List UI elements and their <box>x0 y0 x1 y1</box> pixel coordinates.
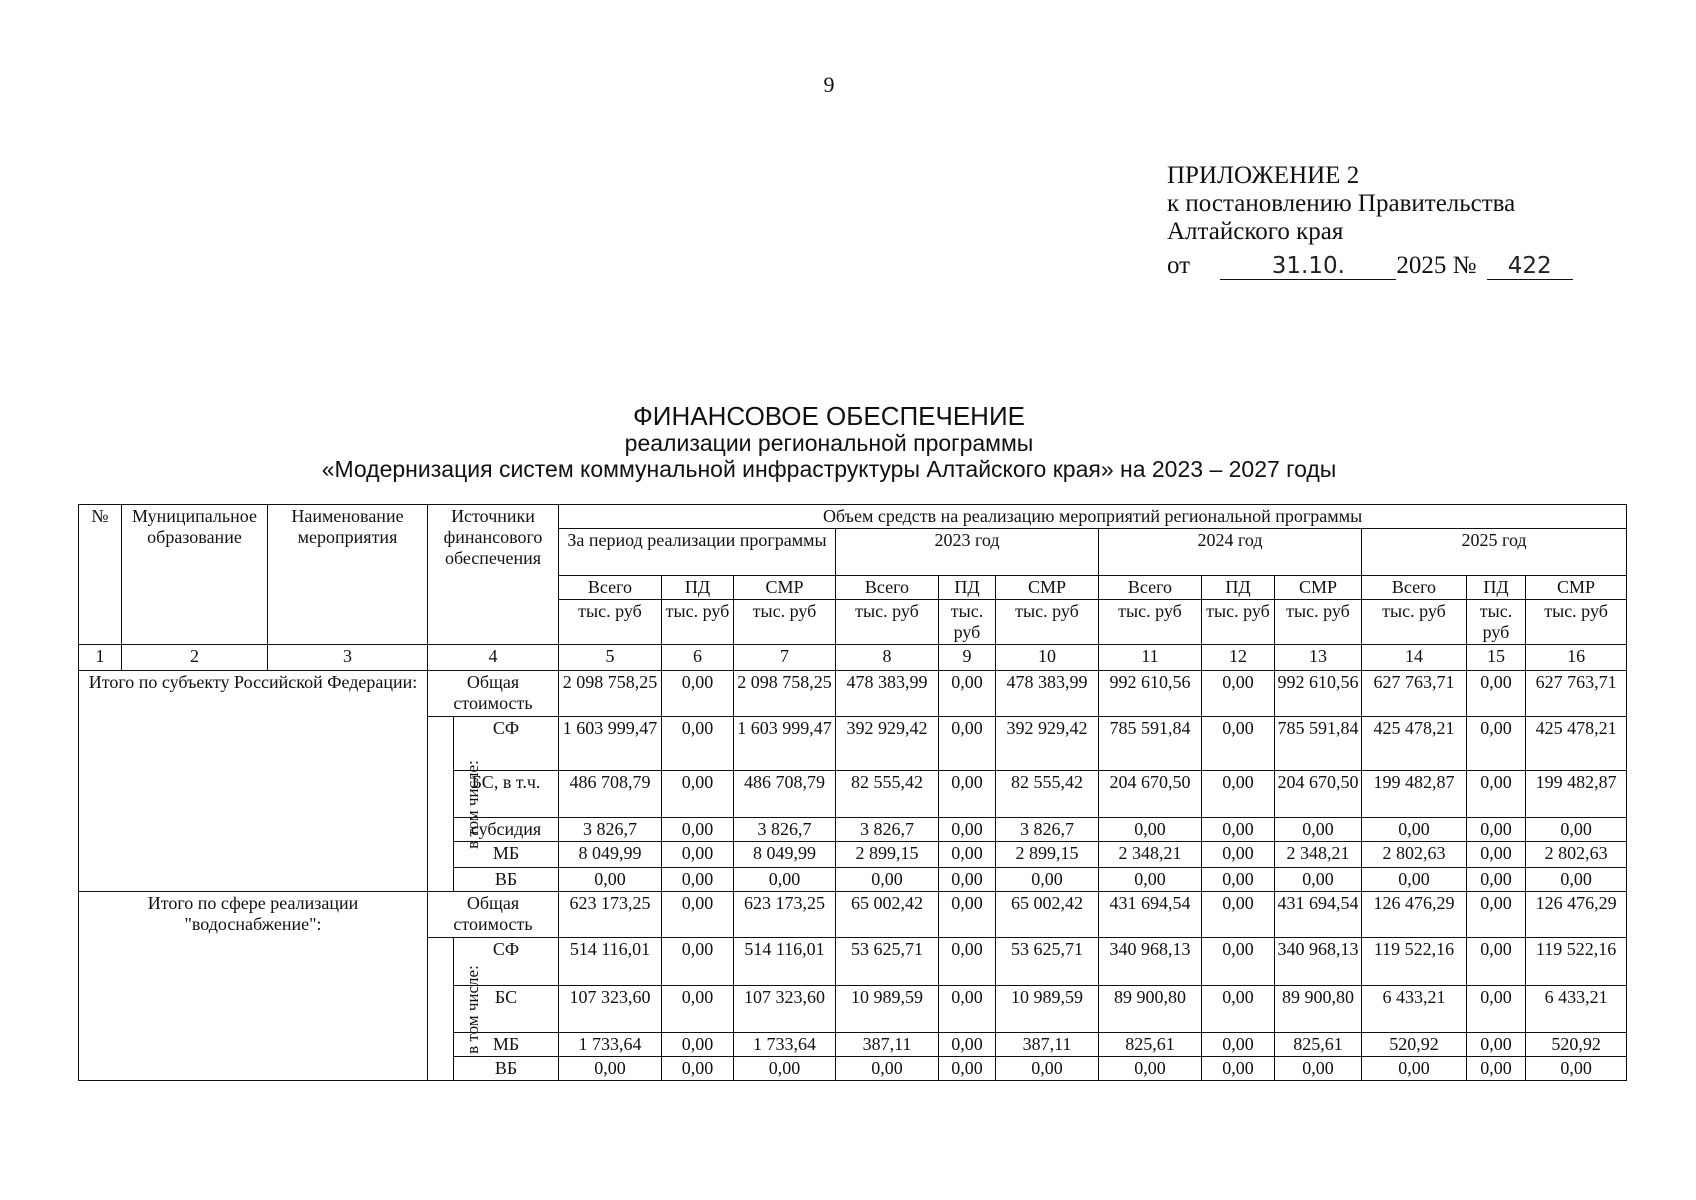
value-cell: 0,00 <box>662 771 734 818</box>
decree-year: 2025 № <box>1396 252 1477 279</box>
value-cell: 0,00 <box>1467 938 1526 986</box>
value-cell: 0,00 <box>1467 892 1526 938</box>
value-cell: 3 826,7 <box>836 818 939 842</box>
source-label: ВБ <box>454 1057 559 1081</box>
table-row <box>79 671 1627 717</box>
vertical-label-cell <box>428 717 482 892</box>
appendix-line1: к постановлению Правительства <box>1167 190 1516 217</box>
value-cell: 0,00 <box>1202 717 1275 771</box>
heading-subtitle: реализации региональной программы <box>624 430 1034 456</box>
source-label: СФ <box>454 717 559 771</box>
value-cell: 0,00 <box>1467 818 1526 842</box>
value-cell: 0,00 <box>662 717 734 771</box>
subheader-cell: ПД <box>662 576 734 600</box>
source-label: БС <box>454 986 559 1033</box>
header-no: № <box>79 505 122 645</box>
source-label: субсидия <box>454 818 559 842</box>
value-cell: 2 899,15 <box>996 842 1099 868</box>
value-cell: 82 555,42 <box>836 771 939 818</box>
value-cell: 65 002,42 <box>836 892 939 938</box>
unit-cell: тыс. руб <box>1467 600 1526 645</box>
value-cell: 0,00 <box>1526 818 1627 842</box>
value-cell: 425 478,21 <box>1362 717 1467 771</box>
column-number-cell: 12 <box>1202 645 1275 671</box>
value-cell: 0,00 <box>939 771 996 818</box>
value-cell: 10 989,59 <box>836 986 939 1033</box>
value-cell: 392 929,42 <box>836 717 939 771</box>
value-cell: 3 826,7 <box>559 818 662 842</box>
heading-title: ФИНАНСОВОЕ ОБЕСПЕЧЕНИЕ <box>633 401 1025 431</box>
value-cell: 82 555,42 <box>996 771 1099 818</box>
value-cell: 627 763,71 <box>1526 671 1627 717</box>
unit-cell: тыс. руб <box>662 600 734 645</box>
value-cell: 2 802,63 <box>1526 842 1627 868</box>
value-cell: 387,11 <box>996 1033 1099 1057</box>
value-cell: 8 049,99 <box>559 842 662 868</box>
value-cell: 0,00 <box>1275 1057 1362 1081</box>
value-cell: 0,00 <box>662 671 734 717</box>
column-number-cell: 3 <box>268 645 428 671</box>
vertical-label: в том числе: <box>462 964 482 1054</box>
value-cell: 119 522,16 <box>1526 938 1627 986</box>
value-cell: 1 603 999,47 <box>559 717 662 771</box>
table-row <box>79 892 1627 938</box>
value-cell: 0,00 <box>1526 868 1627 892</box>
value-cell: 785 591,84 <box>1099 717 1202 771</box>
subheader-cell: ПД <box>1467 576 1526 600</box>
value-cell: 0,00 <box>1362 1057 1467 1081</box>
value-cell: 0,00 <box>939 842 996 868</box>
header-sources: Источники финансового обеспечения <box>428 505 559 645</box>
source-label: МБ <box>454 1033 559 1057</box>
value-cell: 107 323,60 <box>559 986 662 1033</box>
value-cell: 2 348,21 <box>1275 842 1362 868</box>
source-label: БС, в т.ч. <box>454 771 559 818</box>
value-cell: 387,11 <box>836 1033 939 1057</box>
value-cell: 392 929,42 <box>996 717 1099 771</box>
value-cell: 0,00 <box>1202 671 1275 717</box>
value-cell: 431 694,54 <box>1099 892 1202 938</box>
subheader-cell: СМР <box>1526 576 1627 600</box>
value-cell: 2 098 758,25 <box>734 671 836 717</box>
appendix-title: ПРИЛОЖЕНИЕ 2 <box>1167 162 1360 189</box>
column-number-cell: 8 <box>836 645 939 671</box>
value-cell: 204 670,50 <box>1275 771 1362 818</box>
header-2023: 2023 год <box>836 529 1099 576</box>
value-cell: 10 989,59 <box>996 986 1099 1033</box>
value-cell: 0,00 <box>939 986 996 1033</box>
value-cell: 0,00 <box>1202 818 1275 842</box>
source-label: МБ <box>454 842 559 868</box>
value-cell: 486 708,79 <box>734 771 836 818</box>
header-2024: 2024 год <box>1099 529 1362 576</box>
header-municipality: Муниципальное образование <box>122 505 268 645</box>
value-cell: 0,00 <box>1202 771 1275 818</box>
value-cell: 6 433,21 <box>1526 986 1627 1033</box>
value-cell: 0,00 <box>662 986 734 1033</box>
source-label: СФ <box>454 938 559 986</box>
value-cell: 0,00 <box>734 1057 836 1081</box>
header-2025: 2025 год <box>1362 529 1627 576</box>
value-cell: 8 049,99 <box>734 842 836 868</box>
value-cell: 1 603 999,47 <box>734 717 836 771</box>
value-cell: 0,00 <box>939 938 996 986</box>
subheader-cell: Всего <box>1362 576 1467 600</box>
unit-cell: тыс. руб <box>996 600 1099 645</box>
value-cell: 2 098 758,25 <box>559 671 662 717</box>
value-cell: 0,00 <box>939 892 996 938</box>
value-cell: 478 383,99 <box>836 671 939 717</box>
unit-cell: тыс. руб <box>1202 600 1275 645</box>
appendix-line2: Алтайского края <box>1167 218 1344 245</box>
value-cell: 0,00 <box>662 938 734 986</box>
vertical-label: в том числе: <box>462 759 482 849</box>
page-number: 9 <box>823 72 835 97</box>
column-number-cell: 15 <box>1467 645 1526 671</box>
column-number-cell: 10 <box>996 645 1099 671</box>
value-cell: 825,61 <box>1099 1033 1202 1057</box>
value-cell: 53 625,71 <box>996 938 1099 986</box>
value-cell: 0,00 <box>559 868 662 892</box>
value-cell: 0,00 <box>1467 1033 1526 1057</box>
value-cell: 0,00 <box>662 1033 734 1057</box>
subheader-cell: СМР <box>1275 576 1362 600</box>
value-cell: 0,00 <box>1099 818 1202 842</box>
value-cell: 0,00 <box>1467 671 1526 717</box>
total-label: Общая стоимость <box>428 671 559 717</box>
value-cell: 0,00 <box>1467 868 1526 892</box>
source-label: ВБ <box>454 868 559 892</box>
value-cell: 0,00 <box>939 818 996 842</box>
value-cell: 0,00 <box>836 868 939 892</box>
value-cell: 0,00 <box>1362 818 1467 842</box>
column-number-cell: 16 <box>1526 645 1627 671</box>
value-cell: 0,00 <box>1275 868 1362 892</box>
value-cell: 520,92 <box>1526 1033 1627 1057</box>
value-cell: 0,00 <box>1202 1057 1275 1081</box>
value-cell: 199 482,87 <box>1526 771 1627 818</box>
value-cell: 340 968,13 <box>1275 938 1362 986</box>
column-number-cell: 13 <box>1275 645 1362 671</box>
value-cell: 53 625,71 <box>836 938 939 986</box>
subheader-cell: ПД <box>1202 576 1275 600</box>
section-title: Итого по сфере реализации "водоснабжение": <box>79 892 428 1081</box>
vertical-label-cell <box>428 938 482 1081</box>
value-cell: 0,00 <box>939 717 996 771</box>
unit-cell: тыс. руб <box>939 600 996 645</box>
unit-cell: тыс. руб <box>559 600 662 645</box>
value-cell: 992 610,56 <box>1099 671 1202 717</box>
value-cell: 107 323,60 <box>734 986 836 1033</box>
value-cell: 0,00 <box>1202 842 1275 868</box>
value-cell: 785 591,84 <box>1275 717 1362 771</box>
decree-number: 422 <box>1487 253 1573 280</box>
value-cell: 126 476,29 <box>1362 892 1467 938</box>
heading-program: «Модернизация систем коммунальной инфраструктуры Алтайского края» на 2023 – 2027 годы <box>321 456 1337 482</box>
value-cell: 0,00 <box>734 868 836 892</box>
value-cell: 0,00 <box>1275 818 1362 842</box>
value-cell: 514 116,01 <box>734 938 836 986</box>
value-cell: 623 173,25 <box>734 892 836 938</box>
column-number-cell: 6 <box>662 645 734 671</box>
value-cell: 478 383,99 <box>996 671 1099 717</box>
value-cell: 486 708,79 <box>559 771 662 818</box>
subheader-cell: Всего <box>836 576 939 600</box>
subheader-cell: Всего <box>1099 576 1202 600</box>
value-cell: 65 002,42 <box>996 892 1099 938</box>
value-cell: 119 522,16 <box>1362 938 1467 986</box>
value-cell: 0,00 <box>662 818 734 842</box>
value-cell: 0,00 <box>996 868 1099 892</box>
financing-table <box>78 504 1627 1081</box>
column-number-cell: 5 <box>559 645 662 671</box>
value-cell: 6 433,21 <box>1362 986 1467 1033</box>
value-cell: 520,92 <box>1362 1033 1467 1057</box>
value-cell: 204 670,50 <box>1099 771 1202 818</box>
column-number-cell: 2 <box>122 645 268 671</box>
value-cell: 0,00 <box>1202 986 1275 1033</box>
unit-cell: тыс. руб <box>1526 600 1627 645</box>
column-number-cell: 14 <box>1362 645 1467 671</box>
value-cell: 126 476,29 <box>1526 892 1627 938</box>
value-cell: 627 763,71 <box>1362 671 1467 717</box>
subheader-cell: ПД <box>939 576 996 600</box>
appendix-block <box>1167 162 1573 280</box>
decree-date: 31.10. <box>1220 253 1396 280</box>
unit-cell: тыс. руб <box>1099 600 1202 645</box>
value-cell: 425 478,21 <box>1526 717 1627 771</box>
column-number-cell: 7 <box>734 645 836 671</box>
unit-cell: тыс. руб <box>734 600 836 645</box>
unit-cell: тыс. руб <box>1275 600 1362 645</box>
value-cell: 0,00 <box>662 842 734 868</box>
total-label: Общая стоимость <box>428 892 559 938</box>
value-cell: 3 826,7 <box>734 818 836 842</box>
value-cell: 0,00 <box>939 1057 996 1081</box>
value-cell: 0,00 <box>662 1057 734 1081</box>
value-cell: 0,00 <box>1099 868 1202 892</box>
value-cell: 0,00 <box>836 1057 939 1081</box>
value-cell: 1 733,64 <box>734 1033 836 1057</box>
value-cell: 1 733,64 <box>559 1033 662 1057</box>
value-cell: 992 610,56 <box>1275 671 1362 717</box>
value-cell: 0,00 <box>1362 868 1467 892</box>
value-cell: 2 348,21 <box>1099 842 1202 868</box>
value-cell: 0,00 <box>1526 1057 1627 1081</box>
value-cell: 89 900,80 <box>1275 986 1362 1033</box>
value-cell: 0,00 <box>1467 717 1526 771</box>
value-cell: 0,00 <box>996 1057 1099 1081</box>
value-cell: 340 968,13 <box>1099 938 1202 986</box>
value-cell: 89 900,80 <box>1099 986 1202 1033</box>
value-cell: 0,00 <box>1467 1057 1526 1081</box>
value-cell: 2 802,63 <box>1362 842 1467 868</box>
value-cell: 0,00 <box>1099 1057 1202 1081</box>
value-cell: 0,00 <box>1202 1033 1275 1057</box>
value-cell: 0,00 <box>1467 771 1526 818</box>
value-cell: 2 899,15 <box>836 842 939 868</box>
column-number-cell: 4 <box>428 645 559 671</box>
value-cell: 0,00 <box>1202 868 1275 892</box>
value-cell: 0,00 <box>1202 938 1275 986</box>
subheader-cell: СМР <box>734 576 836 600</box>
value-cell: 3 826,7 <box>996 818 1099 842</box>
column-number-cell: 1 <box>79 645 122 671</box>
unit-cell: тыс. руб <box>1362 600 1467 645</box>
appendix-date-line <box>1167 252 1573 280</box>
subheader-cell: Всего <box>559 576 662 600</box>
value-cell: 0,00 <box>559 1057 662 1081</box>
header-measure: Наименование мероприятия <box>268 505 428 645</box>
value-cell: 825,61 <box>1275 1033 1362 1057</box>
column-number-cell: 9 <box>939 645 996 671</box>
value-cell: 0,00 <box>662 892 734 938</box>
unit-cell: тыс. руб <box>836 600 939 645</box>
section-title: Итого по субъекту Российской Федерации: <box>79 671 428 892</box>
document-heading <box>0 402 1658 482</box>
header-period-total: За период реализации программы <box>559 529 836 576</box>
value-cell: 0,00 <box>1467 986 1526 1033</box>
header-volume: Объем средств на реализацию мероприятий региональной программы <box>559 505 1627 529</box>
value-cell: 0,00 <box>939 671 996 717</box>
subheader-cell: СМР <box>996 576 1099 600</box>
value-cell: 431 694,54 <box>1275 892 1362 938</box>
from-label: от <box>1167 252 1191 279</box>
value-cell: 0,00 <box>1202 892 1275 938</box>
value-cell: 0,00 <box>662 868 734 892</box>
value-cell: 0,00 <box>939 1033 996 1057</box>
value-cell: 514 116,01 <box>559 938 662 986</box>
value-cell: 0,00 <box>1467 842 1526 868</box>
value-cell: 623 173,25 <box>559 892 662 938</box>
value-cell: 199 482,87 <box>1362 771 1467 818</box>
value-cell: 0,00 <box>939 868 996 892</box>
column-number-cell: 11 <box>1099 645 1202 671</box>
